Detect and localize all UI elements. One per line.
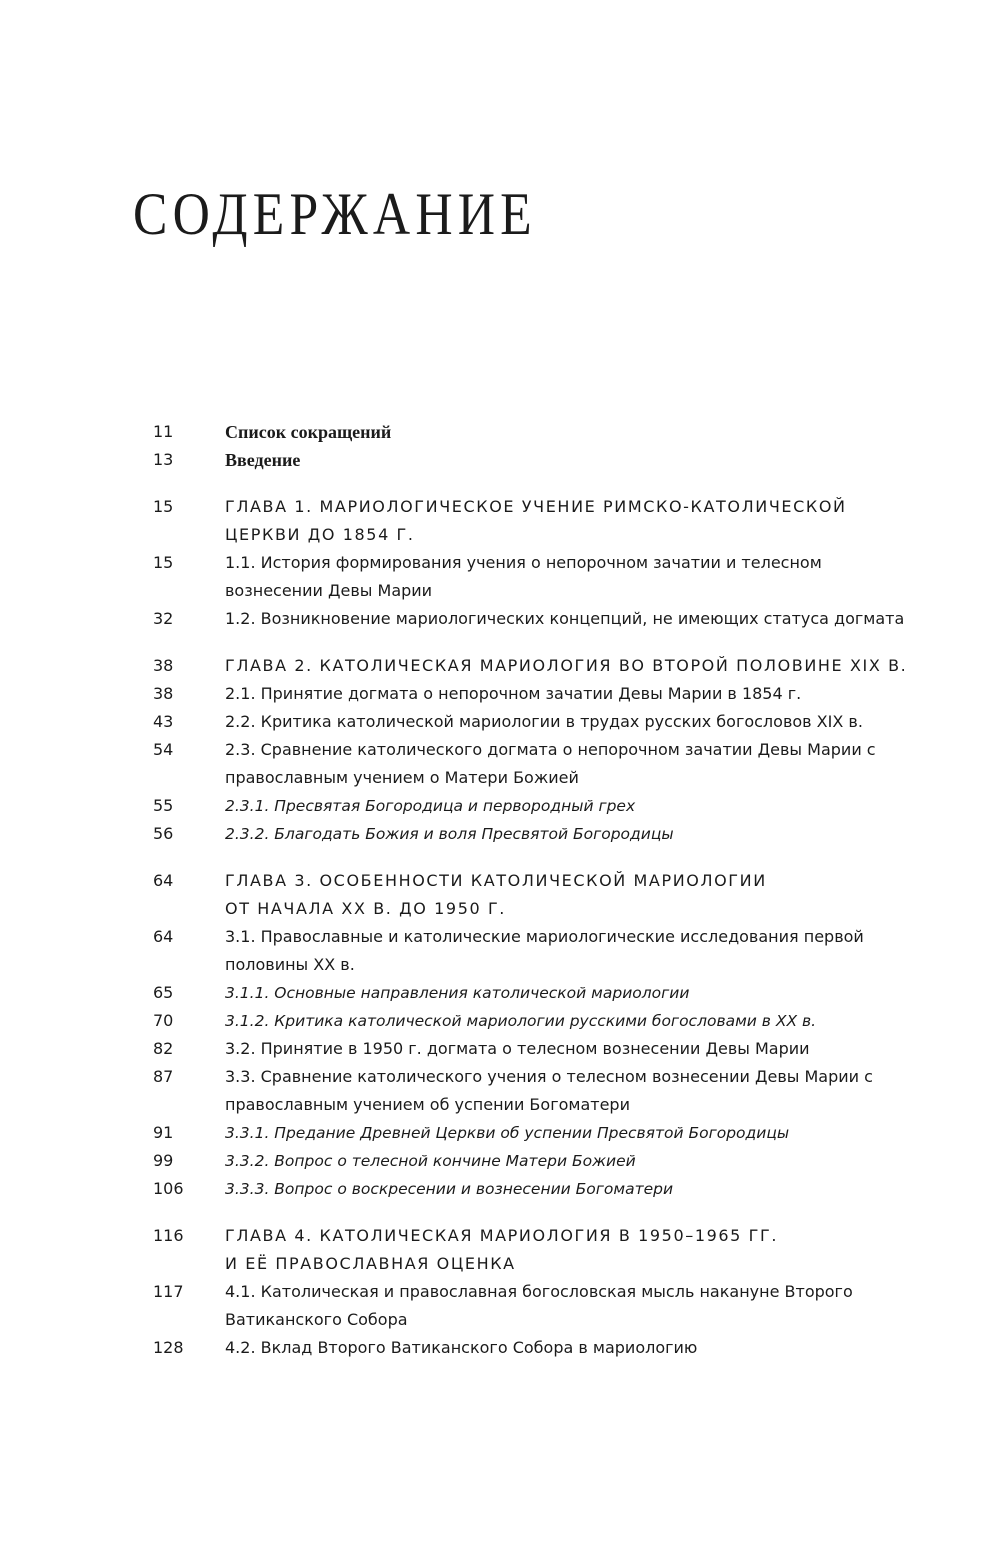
toc-chapter [153, 867, 943, 923]
toc-entry-title [225, 1147, 636, 1175]
toc-entry-title [225, 923, 864, 979]
toc-page-number: 106 [153, 1179, 184, 1198]
toc-title-line: 4.2. Вклад Второго Ватиканского Собора в мариологию [225, 1338, 698, 1357]
toc-title-line: Введение [225, 450, 301, 470]
toc-page-number: 15 [153, 497, 174, 516]
toc-entry [153, 1175, 943, 1203]
toc-entry-title [225, 1119, 789, 1147]
toc-page-number: 11 [153, 422, 174, 441]
toc-title-line: 1.1. История формирования учения о непорочном зачатии и телесном [225, 553, 822, 572]
toc-title-line: 3.1.1. Основные направления католической мариологии [225, 984, 690, 1002]
toc-entry-title [225, 708, 863, 736]
toc-page-number: 55 [153, 796, 174, 815]
toc-entry [153, 1035, 943, 1063]
toc-title-line: И ЕЁ ПРАВОСЛАВНАЯ ОЦЕНКА [225, 1254, 516, 1273]
toc-entry-title [225, 1175, 673, 1203]
toc-page-number: 54 [153, 740, 174, 759]
toc-title-line: ГЛАВА 3. ОСОБЕННОСТИ КАТОЛИЧЕСКОЙ МАРИОЛОГИИ [225, 871, 767, 890]
toc-entry-title [225, 549, 822, 605]
toc-page-number: 32 [153, 609, 174, 628]
toc-entry [153, 820, 943, 848]
toc-entry [153, 1007, 943, 1035]
toc-page-number: 64 [153, 871, 174, 890]
toc-entry-title [225, 418, 391, 446]
toc-title-line: 2.3.1. Пресвятая Богородица и первородный грех [225, 797, 636, 815]
toc-title-line: 3.3.1. Предание Древней Церкви об успении Пресвятой Богородицы [225, 1124, 790, 1142]
toc-title-line: 4.1. Католическая и православная богословская мысль накануне Второго [225, 1282, 853, 1301]
toc-page-number: 38 [153, 684, 174, 703]
toc-entry [153, 736, 943, 792]
toc-entry-title [225, 1035, 810, 1063]
toc-entry-title [225, 792, 635, 820]
toc-page-number: 91 [153, 1123, 174, 1142]
toc-entry [153, 792, 943, 820]
toc-title-line: 2.2. Критика католической мариологии в трудах русских богословов XIX в. [225, 712, 863, 731]
toc-entry [153, 418, 943, 446]
toc-entry-title [225, 1334, 697, 1362]
toc-entry [153, 1278, 943, 1334]
toc-title-line: 3.2. Принятие в 1950 г. догмата о телесном вознесении Девы Марии [225, 1039, 810, 1058]
toc-entry [153, 680, 943, 708]
toc-title-line: православным учением о Матери Божией [225, 768, 579, 787]
toc-title-line: половины XX в. [225, 955, 355, 974]
toc-chapter [153, 493, 943, 549]
toc-title-line: 2.3. Сравнение католического догмата о непорочном зачатии Девы Марии с [225, 740, 876, 759]
toc-entry [153, 605, 943, 633]
toc-entry [153, 979, 943, 1007]
toc-entry [153, 1147, 943, 1175]
toc-title-line: Список сокращений [225, 422, 392, 442]
toc-page-number: 56 [153, 824, 174, 843]
toc-title-line: 3.1. Православные и католические мариологические исследования первой [225, 927, 864, 946]
toc-entry-title [225, 1278, 853, 1334]
toc-page-number: 38 [153, 656, 174, 675]
toc-entry-title [225, 820, 674, 848]
toc-entry [153, 708, 943, 736]
toc-entry-title [225, 605, 904, 633]
toc-entry-title [225, 680, 801, 708]
toc-title-line: ГЛАВА 1. МАРИОЛОГИЧЕСКОЕ УЧЕНИЕ РИМСКО-КАТОЛИЧЕСКОЙ [225, 497, 847, 516]
toc-entry-title [225, 867, 767, 923]
toc-title-line: 3.1.2. Критика католической мариологии русскими богословами в XX в. [225, 1012, 817, 1030]
toc-entry [153, 1334, 943, 1362]
toc-page-number: 64 [153, 927, 174, 946]
toc-title-line: ГЛАВА 2. КАТОЛИЧЕСКАЯ МАРИОЛОГИЯ ВО ВТОРОЙ ПОЛОВИНЕ XIX В. [225, 656, 908, 675]
toc-entry [153, 549, 943, 605]
toc-title-line: 3.3.3. Вопрос о воскресении и вознесении Богоматери [225, 1180, 674, 1198]
toc-entry-title [225, 1007, 816, 1035]
toc-page-number: 13 [153, 450, 174, 469]
toc-title-line: вознесении Девы Марии [225, 581, 433, 600]
toc-entry-title [225, 1063, 873, 1119]
toc-title-line: православным учением об успении Богоматери [225, 1095, 630, 1114]
toc-page-number: 70 [153, 1011, 174, 1030]
toc-entry [153, 446, 943, 474]
toc-entry-title [225, 493, 847, 549]
toc-title-line: 3.3. Сравнение католического учения о телесном вознесении Девы Марии с [225, 1067, 873, 1086]
toc-chapter [153, 652, 943, 680]
toc-title-line: ОТ НАЧАЛА XX В. ДО 1950 Г. [225, 899, 506, 918]
toc-page-number: 82 [153, 1039, 174, 1058]
toc-title-line: 2.3.2. Благодать Божия и воля Пресвятой Богородицы [225, 825, 674, 843]
toc-title-line: ЦЕРКВИ ДО 1854 Г. [225, 525, 415, 544]
toc-entry-title [225, 1222, 778, 1278]
toc-entry-title [225, 652, 907, 680]
toc-page-number: 128 [153, 1338, 184, 1357]
toc-entry [153, 1063, 943, 1119]
toc-page-number: 117 [153, 1282, 184, 1301]
page-title: СОДЕРЖАНИЕ [133, 181, 537, 247]
toc-page-number: 99 [153, 1151, 174, 1170]
toc-chapter [153, 1222, 943, 1278]
toc-title-line: 1.2. Возникновение мариологических концепций, не имеющих статуса догмата [225, 609, 905, 628]
toc-title-line: Ватиканского Собора [225, 1310, 408, 1329]
toc-entry [153, 1119, 943, 1147]
toc-page-number: 65 [153, 983, 174, 1002]
toc-title-line: 3.3.2. Вопрос о телесной кончине Матери Божией [225, 1152, 636, 1170]
toc-title-line: ГЛАВА 4. КАТОЛИЧЕСКАЯ МАРИОЛОГИЯ В 1950–1965 ГГ. [225, 1226, 779, 1245]
toc-entry [153, 923, 943, 979]
toc-page-number: 15 [153, 553, 174, 572]
toc-entry-title [225, 736, 876, 792]
toc-entry-title [225, 979, 689, 1007]
toc-entry-title [225, 446, 300, 474]
toc-page-number: 87 [153, 1067, 174, 1086]
toc-title-line: 2.1. Принятие догмата о непорочном зачатии Девы Марии в 1854 г. [225, 684, 802, 703]
toc-page-number: 116 [153, 1226, 184, 1245]
toc-page-number: 43 [153, 712, 174, 731]
